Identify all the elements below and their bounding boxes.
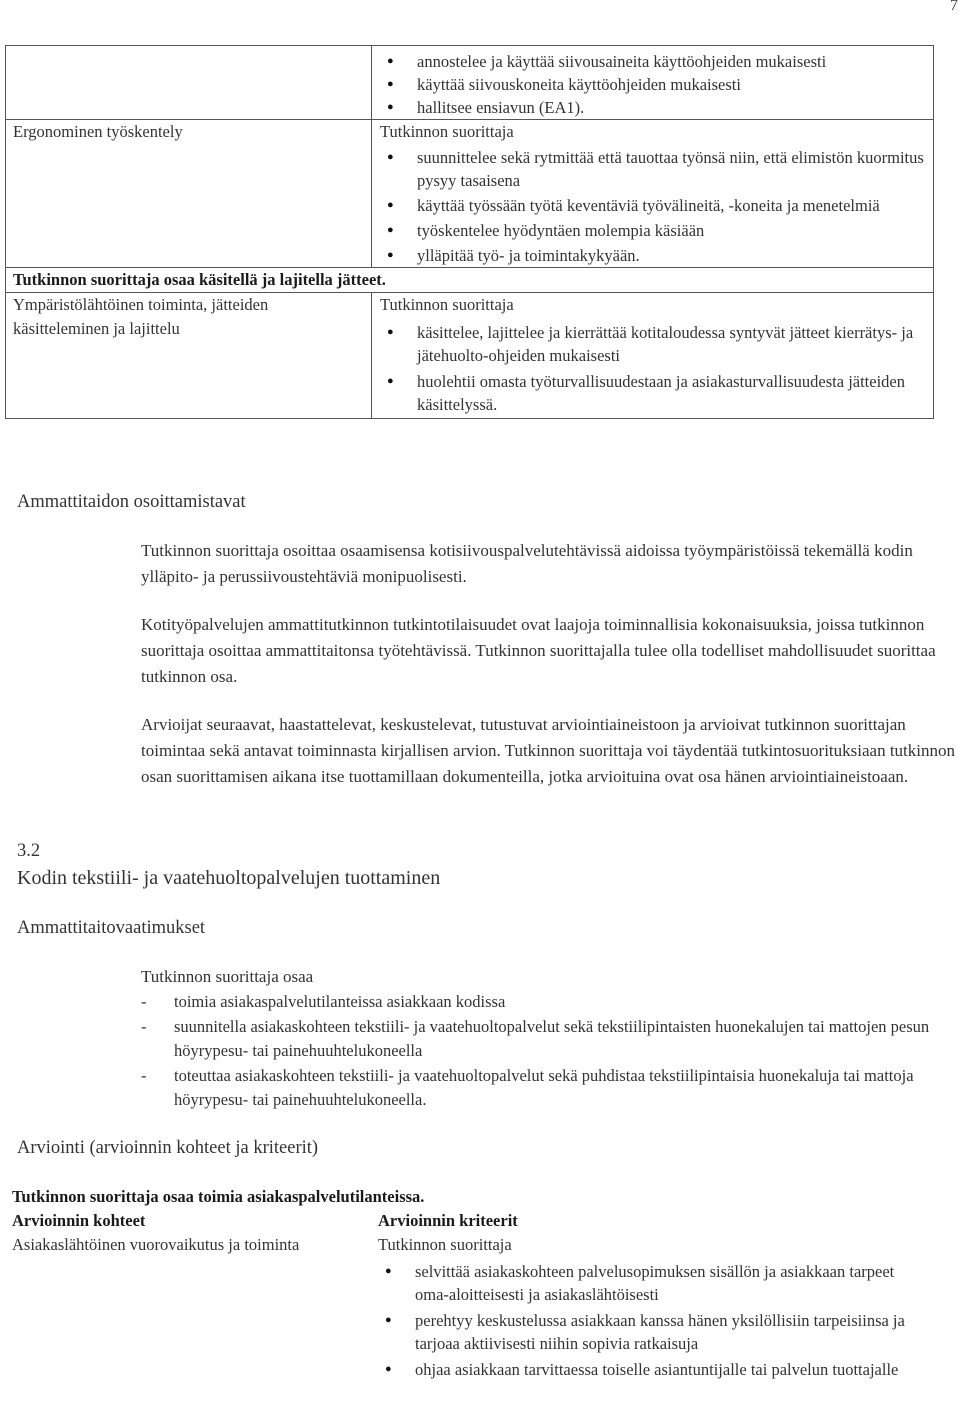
list-item: ● ohjaa asiakkaan tarvittaessa toiselle asiantuntijalle tai palvelun tuottajalle xyxy=(378,1358,930,1381)
requirements-list xyxy=(141,990,959,1113)
list-item: ● käyttää työssään työtä keventäviä työvälineitä, -koneita ja menetelmiä xyxy=(380,194,929,217)
table-row xyxy=(5,1209,934,1233)
criteria-list xyxy=(380,146,929,267)
criteria-list xyxy=(380,50,929,119)
criteria-cell xyxy=(372,120,934,268)
section-heading-cell xyxy=(6,268,934,293)
table-row xyxy=(6,293,934,419)
column-header: Arvioinnin kriteerit xyxy=(378,1211,518,1230)
target-cell xyxy=(6,293,372,419)
paragraph: Kotityöpalvelujen ammattitutkinnon tutkintotilaisuudet ovat laajoja toiminnallisia kokonaisuuksia, joissa tutkinnon suorittaja osoittaa ammattitaitonsa työtehtävissä. Tutkinnon suorittajalla tulee olla todelliset mahdollisuudet suorittaa tutkinnon osa. xyxy=(141,615,936,686)
list-item: - toteuttaa asiakaskohteen tekstiili- ja vaatehuoltopalvelut sekä puhdistaa tekstiilipintaisia huonekaluja tai mattoja höyrypesu- tai painehuuhtelukoneella. xyxy=(141,1064,959,1112)
list-item: - suunnitella asiakaskohteen tekstiili- ja vaatehuoltopalvelut sekä tekstiilipintaisten huonekalujen tai mattojen pesun höyrypesu- tai painehuuhtelukoneella xyxy=(141,1015,959,1063)
assessment-target: Ympäristölähtöinen toiminta, jätteiden käsitteleminen ja lajittelu xyxy=(13,295,269,338)
section-heading: Tutkinnon suorittaja osaa käsitellä ja lajitella jätteet. xyxy=(13,270,386,289)
list-item: ● ylläpitää työ- ja toimintakykyään. xyxy=(380,244,929,267)
list-item: ● suunnittelee sekä rytmittää että tauottaa työnsä niin, että elimistön kuormitus pysyy tasaisena xyxy=(380,146,929,192)
table-row xyxy=(5,1185,934,1209)
column-header: Arvioinnin kohteet xyxy=(12,1211,146,1230)
target-cell xyxy=(6,46,372,120)
list-item: ● annostelee ja käyttää siivousaineita käyttöohjeiden mukaisesti xyxy=(380,50,929,73)
criteria-lead: Tutkinnon suorittaja xyxy=(378,1235,512,1254)
target-cell xyxy=(5,1233,370,1381)
criteria-cell xyxy=(372,293,934,419)
target-cell xyxy=(6,120,372,268)
demonstration-heading: Ammattitaidon osoittamistavat xyxy=(17,492,246,512)
list-item: ● käsittelee, lajittelee ja kierrättää kotitaloudessa syntyvät jätteet kierrätys- ja jätehuolto-ohjeiden mukaisesti xyxy=(380,321,929,367)
list-item: ● hallitsee ensiavun (EA1). xyxy=(380,96,929,119)
list-item: - toimia asiakaspalvelutilanteissa asiakkaan kodissa xyxy=(141,990,959,1014)
criteria-list xyxy=(378,1260,930,1381)
criteria-list xyxy=(380,321,929,416)
table-row xyxy=(6,120,934,268)
paragraph: Tutkinnon suorittaja osoittaa osaamisensa kotisiivouspalvelutehtävissä aidoissa työympäristöissä tekemällä kodin ylläpito- ja perussiivoustehtäviä monipuolisesti. xyxy=(141,541,913,586)
table-row xyxy=(6,46,934,120)
criteria-cell xyxy=(370,1233,934,1381)
list-item: ● perehtyy keskustelussa asiakkaan kanssa hänen yksilöllisiin tarpeisiinsa ja tarjoaa aktiivisesti niihin sopivia ratkaisuja xyxy=(378,1309,930,1355)
requirements-lead: Tutkinnon suorittaja osaa xyxy=(141,967,314,986)
criteria-table-customer-service xyxy=(5,1185,934,1381)
list-item: ● käyttää siivouskoneita käyttöohjeiden mukaisesti xyxy=(380,73,929,96)
section-heading-cell xyxy=(5,1185,934,1209)
list-item: ● selvittää asiakaskohteen palvelusopimuksen sisällön ja asiakkaan tarpeet oma-aloitteisesti ja asiakaslähtöisesti xyxy=(378,1260,930,1306)
assessment-target: Asiakaslähtöinen vuorovaikutus ja toiminta xyxy=(12,1235,300,1254)
section-heading: Tutkinnon suorittaja osaa toimia asiakaspalvelutilanteissa. xyxy=(12,1187,425,1206)
list-item: ● työskentelee hyödyntäen molempia käsiään xyxy=(380,219,929,242)
criteria-table-cleaning xyxy=(5,45,934,419)
criteria-lead: Tutkinnon suorittaja xyxy=(380,122,514,141)
page-number: 7 xyxy=(950,0,958,14)
list-item: ● huolehtii omasta työturvallisuudestaan ja asiakasturvallisuudesta jätteiden käsittelyssä. xyxy=(380,370,929,416)
criteria-cell xyxy=(372,46,934,120)
requirements-heading: Ammattitaitovaatimukset xyxy=(17,918,206,938)
assessment-target: Ergonominen työskentely xyxy=(13,122,183,141)
table-row xyxy=(5,1233,934,1381)
assessment-heading: Arviointi (arvioinnin kohteet ja kriteerit) xyxy=(17,1138,319,1158)
table-row xyxy=(6,268,934,293)
paragraph: Arvioijat seuraavat, haastattelevat, keskustelevat, tutustuvat arviointiaineistoon ja arvioivat tutkinnon suorittajan toimintaa sekä antavat toiminnasta kirjallisen arvion. Tutkinnon suorittaja voi täydentää tutkintosuorituksiaan tutkinnon osan suorittamisen aikana itse tuottamillaan dokumenteilla, jotka arvioituina ovat osa hänen arviointiaineistoaan. xyxy=(141,715,955,786)
section-number: 3.2 xyxy=(17,841,41,861)
criteria-lead: Tutkinnon suorittaja xyxy=(380,295,514,314)
section-title: Kodin tekstiili- ja vaatehuoltopalvelujen tuottaminen xyxy=(17,867,441,889)
